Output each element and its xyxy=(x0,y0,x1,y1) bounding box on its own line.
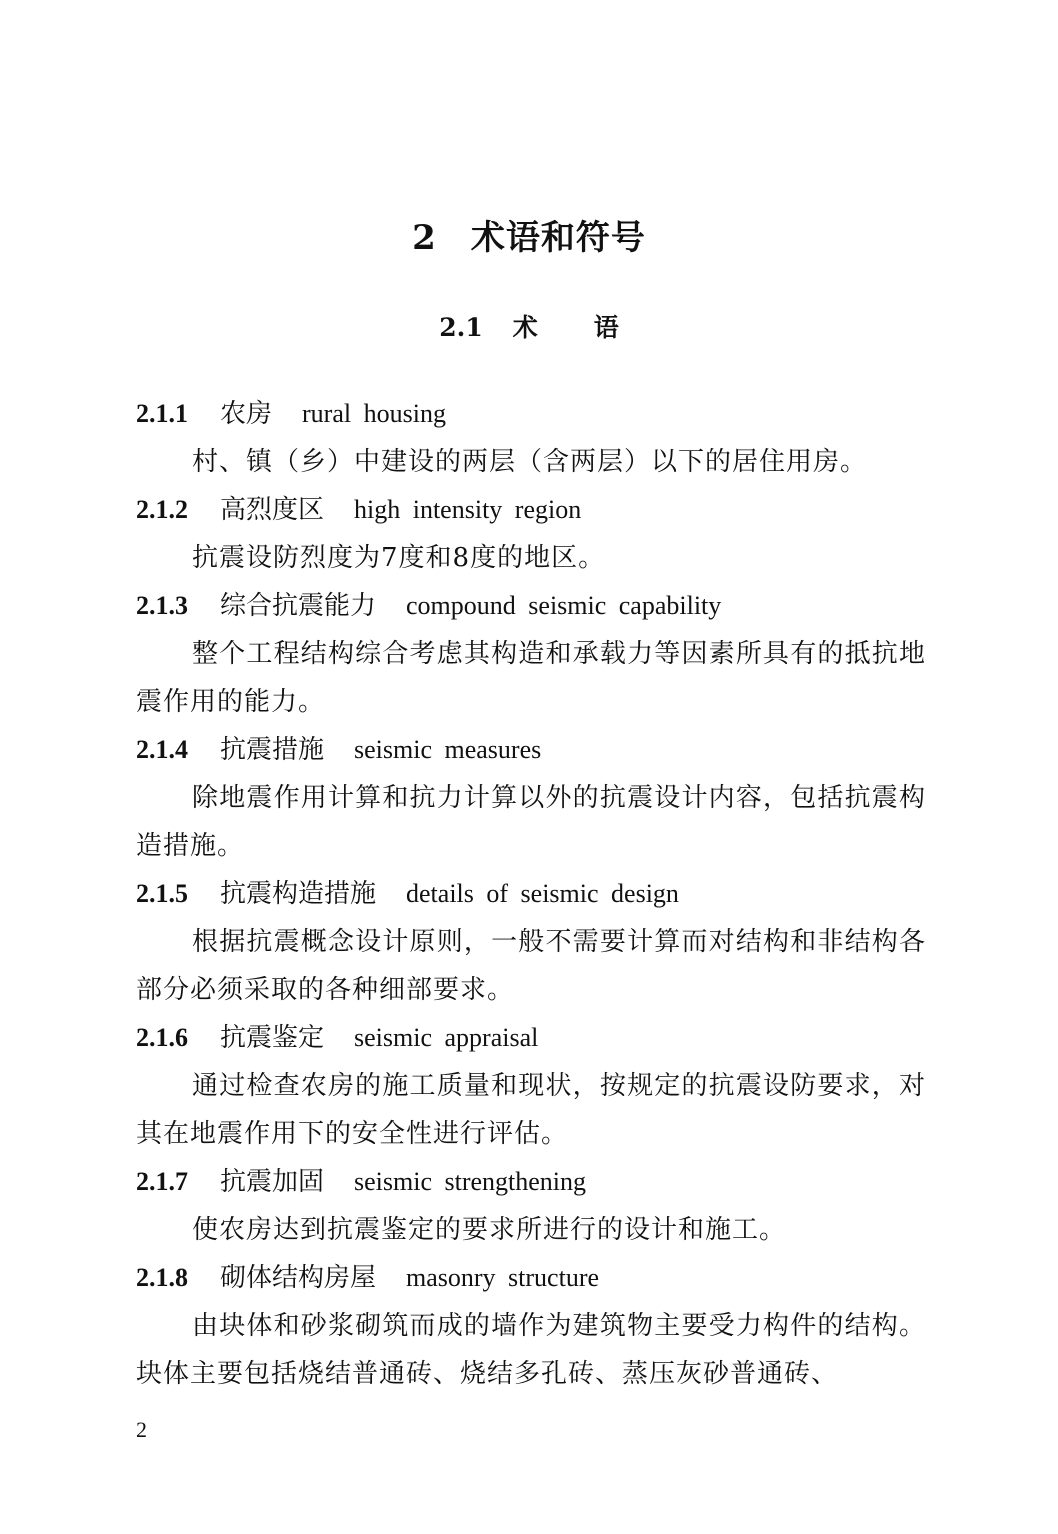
term-zh: 农房 xyxy=(220,399,273,429)
term-definition: 整个工程结构综合考虑其构造和承载力等因素所具有的抵抗地震作用的能力。 xyxy=(136,639,926,717)
term-number: 2.1.1 xyxy=(136,399,188,428)
chapter-number: 2 xyxy=(412,218,437,258)
term-en: masonry structure xyxy=(406,1263,600,1292)
term-number: 2.1.8 xyxy=(136,1263,188,1292)
term-en: seismic measures xyxy=(354,735,542,764)
term-en: rural housing xyxy=(302,399,446,428)
section-title-part1: 术 xyxy=(512,313,538,342)
term-number: 2.1.5 xyxy=(136,879,188,908)
term-heading xyxy=(136,870,926,918)
term-number: 2.1.2 xyxy=(136,495,188,524)
term-definition: 除地震作用计算和抗力计算以外的抗震设计内容，包括抗震构造措施。 xyxy=(136,783,926,861)
chapter-title-text: 术语和符号 xyxy=(470,218,646,258)
chapter-title xyxy=(0,210,1058,266)
term-definition: 村、镇（乡）中建设的两层（含两层）以下的居住用房。 xyxy=(192,447,868,477)
term-zh: 抗震鉴定 xyxy=(220,1023,325,1053)
term-zh: 抗震构造措施 xyxy=(220,879,377,909)
term-number: 2.1.6 xyxy=(136,1023,188,1052)
term-zh: 高烈度区 xyxy=(220,495,325,525)
page-number: 2 xyxy=(136,1417,147,1442)
section-title-part2: 语 xyxy=(593,313,619,342)
term-number: 2.1.3 xyxy=(136,591,188,620)
section-title xyxy=(0,308,1058,348)
term-zh: 抗震加固 xyxy=(220,1167,325,1197)
term-definition: 使农房达到抗震鉴定的要求所进行的设计和施工。 xyxy=(192,1215,787,1245)
term-en: compound seismic capability xyxy=(406,591,722,620)
term-heading xyxy=(136,1014,926,1062)
term-definition: 抗震设防烈度为7度和8度的地区。 xyxy=(192,543,606,573)
term-zh: 综合抗震能力 xyxy=(220,591,377,621)
term-zh: 抗震措施 xyxy=(220,735,325,765)
term-en: seismic appraisal xyxy=(354,1023,539,1052)
terms-list xyxy=(136,390,926,1398)
term-heading xyxy=(136,726,926,774)
term-en: details of seismic design xyxy=(406,879,679,908)
term-en: seismic strengthening xyxy=(354,1167,587,1196)
term-heading xyxy=(136,582,926,630)
section-number: 2.1 xyxy=(439,313,483,342)
term-definition: 根据抗震概念设计原则，一般不需要计算而对结构和非结构各部分必须采取的各种细部要求。 xyxy=(136,927,926,1005)
term-zh: 砌体结构房屋 xyxy=(220,1263,377,1293)
term-definition: 由块体和砂浆砌筑而成的墙作为建筑物主要受力构件的结构。块体主要包括烧结普通砖、烧结多孔砖、蒸压灰砂普通砖、 xyxy=(136,1311,926,1389)
term-heading xyxy=(136,1158,926,1206)
term-en: high intensity region xyxy=(354,495,582,524)
term-heading xyxy=(136,1254,926,1302)
term-heading xyxy=(136,390,926,438)
term-number: 2.1.4 xyxy=(136,735,188,764)
term-number: 2.1.7 xyxy=(136,1167,188,1196)
term-heading xyxy=(136,486,926,534)
term-definition: 通过检查农房的施工质量和现状，按规定的抗震设防要求，对其在地震作用下的安全性进行评估。 xyxy=(136,1071,926,1149)
